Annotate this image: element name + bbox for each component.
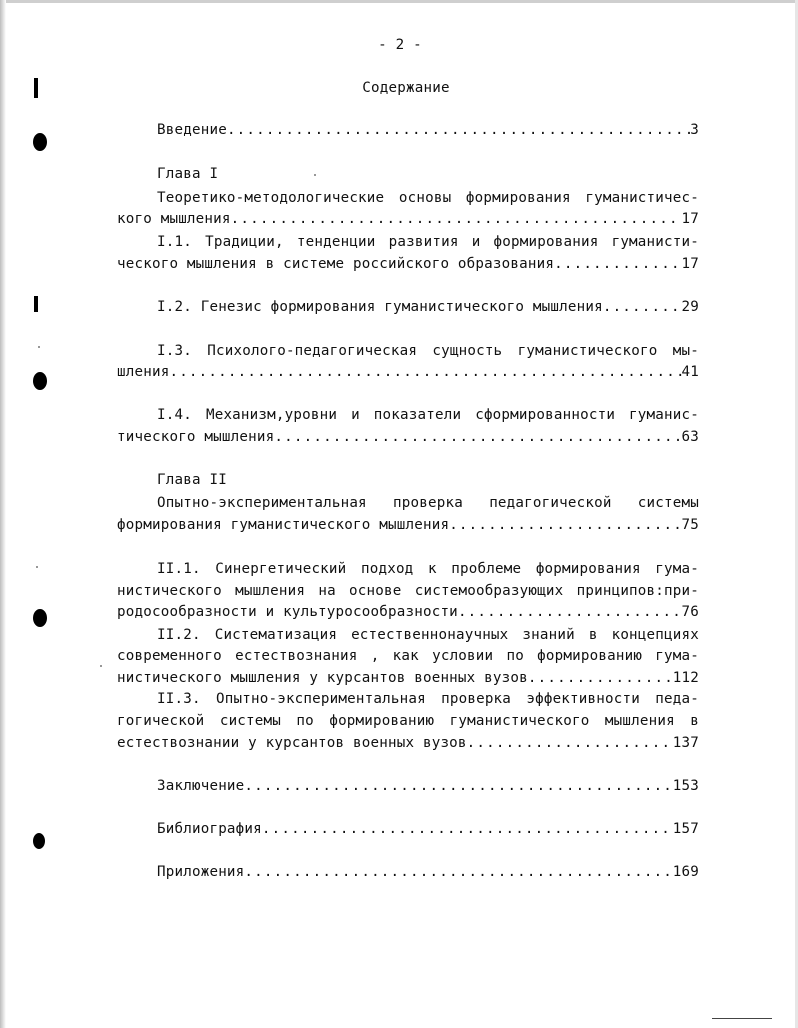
toc-page: 17 (681, 256, 699, 272)
dot-leader (467, 734, 673, 752)
toc-entry-section-1-1[interactable] (117, 255, 699, 273)
dot-leader (244, 777, 672, 795)
binder-hole (33, 609, 47, 627)
toc-page: 157 (672, 821, 699, 837)
toc-page: 153 (672, 778, 699, 794)
section-title-line: I.3. Психолого-педагогическая сущность гуманистического мы- (157, 343, 699, 359)
scan-speck (314, 174, 316, 176)
toc-label: ческого мышления в системе российского образования (117, 256, 555, 272)
toc-label: Заключение (157, 778, 245, 794)
toc-label: шления (117, 364, 170, 380)
toc-entry-appendix[interactable] (157, 863, 699, 881)
dot-leader (449, 516, 681, 534)
dot-leader (227, 121, 690, 139)
binder-notch (34, 78, 38, 98)
toc-entry-chapter2[interactable] (117, 516, 699, 534)
scan-corner-line (712, 1018, 772, 1019)
toc-page: 112 (672, 670, 699, 686)
toc-label: Приложения (157, 864, 245, 880)
toc-entry-section-1-3[interactable] (117, 363, 699, 381)
dot-leader (458, 603, 682, 621)
scan-edge-left (0, 0, 6, 1028)
scan-speck (36, 566, 38, 568)
toc-page: 63 (681, 429, 699, 445)
toc-label: тического мышления (117, 429, 275, 445)
dot-leader (244, 863, 672, 881)
toc-label: нистического мышления у курсантов военных вузов (117, 670, 528, 686)
toc-page: 41 (681, 364, 699, 380)
scan-edge-top (0, 0, 798, 3)
scan-speck (38, 346, 40, 348)
toc-label: Библиография (157, 821, 262, 837)
section-title-line: II.3. Опытно-экспериментальная проверка эффективности педа- (157, 691, 699, 707)
toc-page: 29 (681, 299, 699, 315)
toc-entry-section-2-3[interactable] (117, 734, 699, 752)
toc-page: 3 (690, 122, 699, 138)
chapter-title-line: Опытно-экспериментальная проверка педагогической системы (157, 495, 699, 511)
dot-leader (169, 363, 681, 381)
toc-page: 76 (681, 604, 699, 620)
toc-label: формирования гуманистического мышления (117, 517, 450, 533)
binder-hole (33, 372, 47, 390)
binder-notch (34, 296, 38, 312)
toc-entry-section-1-4[interactable] (117, 428, 699, 446)
toc-page: 137 (672, 735, 699, 751)
section-title-line: II.2. Систематизация естественнонаучных знаний в концепциях (157, 627, 699, 643)
page-title: Содержание (362, 80, 450, 96)
dot-leader (274, 428, 681, 446)
chapter-title-line: Теоретико-методологические основы формирования гуманистичес- (157, 190, 699, 206)
section-title-line: II.1. Синергетический подход к проблеме формирования гума- (157, 561, 699, 577)
binder-hole (33, 833, 45, 849)
dot-leader (528, 669, 673, 687)
toc-label: Введение (157, 122, 227, 138)
toc-page: 169 (672, 864, 699, 880)
toc-entry-conclusion[interactable] (157, 777, 699, 795)
binder-hole (33, 133, 47, 151)
dot-leader (554, 255, 681, 273)
section-title-line: нистического мышления на основе системообразующих принципов:при- (117, 583, 699, 599)
dot-leader (603, 298, 682, 316)
dot-leader (231, 210, 682, 228)
chapter-heading: Глава I (157, 166, 219, 182)
section-title-line: I.4. Механизм,уровни и показатели сформированности гуманис- (157, 407, 699, 423)
toc-label: кого мышления (117, 211, 231, 227)
toc-entry-section-2-1[interactable] (117, 603, 699, 621)
toc-label: родосообразности и культуросообразности (117, 604, 458, 620)
toc-entry-section-2-2[interactable] (117, 669, 699, 687)
section-title-line: I.1. Традиции, тенденции развития и формирования гуманисти- (157, 234, 699, 250)
toc-entry-bibliography[interactable] (157, 820, 699, 838)
toc-entry-section-1-2[interactable] (157, 298, 699, 316)
toc-entry-intro[interactable] (157, 121, 699, 139)
toc-entry-chapter1[interactable] (117, 210, 699, 228)
toc-page: 17 (681, 211, 699, 227)
toc-label: I.2. Генезис формирования гуманистического мышления (157, 299, 603, 315)
chapter-heading: Глава II (157, 472, 227, 488)
section-title-line: гогической системы по формированию гуманистического мышления в (117, 713, 699, 729)
toc-page: 75 (681, 517, 699, 533)
section-title-line: современного естествознания , как условии по формированию гума- (117, 648, 699, 664)
dot-leader (262, 820, 673, 838)
toc-label: естествознании у курсантов военных вузов (117, 735, 467, 751)
scan-speck (100, 665, 102, 667)
page-number: - 2 - (378, 37, 422, 53)
